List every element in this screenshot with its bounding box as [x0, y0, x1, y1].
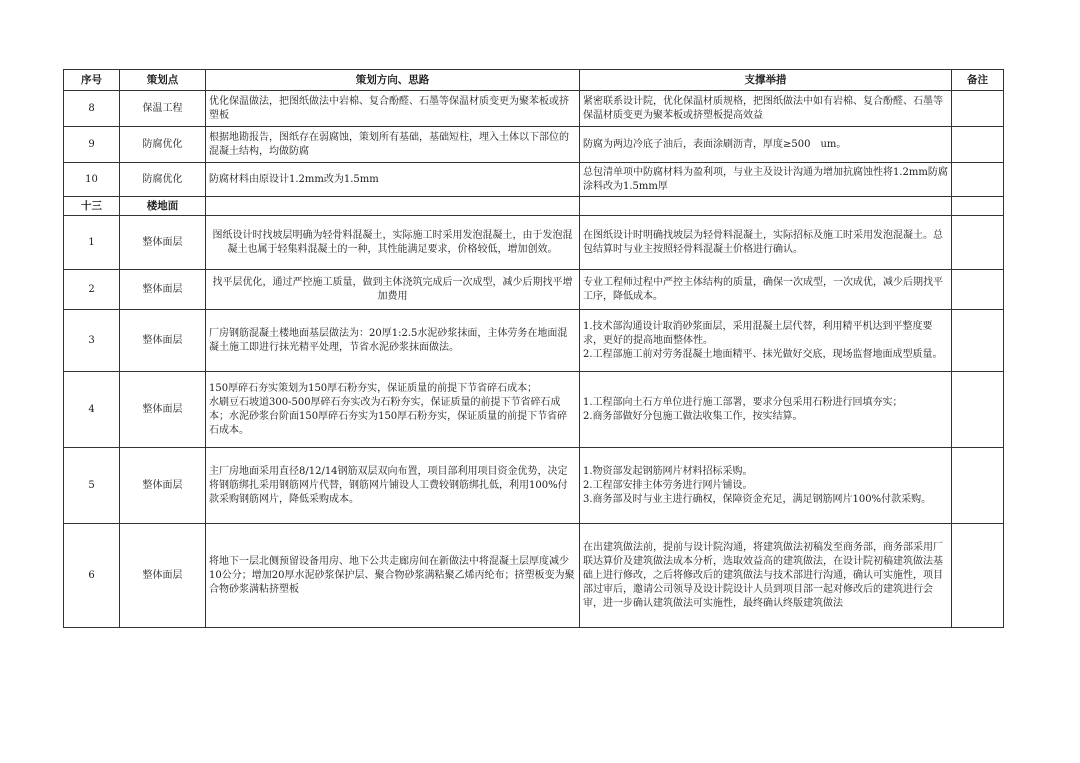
planning-table	[63, 69, 1004, 628]
table-row	[64, 163, 1004, 197]
table-row	[64, 216, 1004, 270]
table-row	[64, 524, 1004, 628]
row-measure: 在出建筑做法前，提前与设计院沟通，将建筑做法初稿发至商务部，商务部采用厂联达算价及建筑做法成本分析，选取效益高的建筑做法，在设计院初稿建筑做法基础上进行修改，之后将修改后的建筑做法与技术部进行沟通，确认可实施性，项目部过审后，邀请公司领导及设计院设计人员到项目部一起对修改后的建筑进行会审，进一步确认建筑做法可实施性，最终确认终版建筑做法	[580, 524, 952, 628]
row-point: 整体面层	[120, 524, 206, 628]
table-row	[64, 448, 1004, 524]
row-no: 6	[64, 524, 120, 628]
row-no: 8	[64, 91, 120, 127]
row-remark	[952, 524, 1004, 628]
row-direction: 将地下一层北侧预留设备用房、地下公共走廊房间在新做法中将混凝土层厚度减少10公分；增加20厚水泥砂浆保护层、聚合物砂浆满粘聚乙烯丙纶布；挤塑板变为聚合物砂浆满粘挤塑板	[206, 524, 580, 628]
row-remark	[952, 310, 1004, 372]
direction-line: 150厚碎石夯实策划为150厚石粉夯实，保证质量的前提下节省碎石成本；	[209, 382, 538, 394]
measure-line: 3.商务部及时与业主进行确权，保障资金充足，满足钢筋网片100%付款采购。	[583, 493, 932, 505]
row-direction: 根据地勘报告，图纸存在弱腐蚀，策划所有基础，基础短柱，埋入土体以下部位的混凝土结构，均做防腐	[206, 127, 580, 163]
row-measure: 在图纸设计时明确找坡层为轻骨料混凝土，实际招标及施工时采用发泡混凝土。总包结算时与业主按照轻骨料混凝土价格进行确认。	[580, 216, 952, 270]
row-measure: 总包清单项中防腐材料为盈利项，与业主及设计沟通为增加抗腐蚀性将1.2mm防腐涂料改为1.5mm厚	[580, 163, 952, 197]
row-remark	[952, 216, 1004, 270]
measure-line: 2.商务部做好分包施工做法收集工作，按实结算。	[583, 410, 803, 422]
measure-line: 2.工程部施工前对劳务混凝土地面精平、抹光做好交底，现场监督地面成型质量。	[583, 348, 943, 360]
row-no: 1	[64, 216, 120, 270]
row-point: 整体面层	[120, 448, 206, 524]
row-direction: 图纸设计时找坡层明确为轻骨料混凝土，实际施工时采用发泡混凝土，由于发泡混凝土也属于轻集料混凝土的一种，其性能满足要求，价格较低，增加创效。	[206, 216, 580, 270]
row-remark	[952, 270, 1004, 310]
row-no: 9	[64, 127, 120, 163]
row-no: 3	[64, 310, 120, 372]
row-remark	[952, 127, 1004, 163]
row-direction: 找平层优化，通过严控施工质量，做到主体浇筑完成后一次成型，减少后期找平增加费用	[206, 270, 580, 310]
row-no: 4	[64, 372, 120, 448]
row-point: 防腐优化	[120, 127, 206, 163]
row-no: 2	[64, 270, 120, 310]
row-measure: 防腐为两边冷底子油后，表面涂刷沥青，厚度≥500 um。	[580, 127, 952, 163]
row-remark	[952, 448, 1004, 524]
row-direction: 优化保温做法，把图纸做法中岩棉、复合酚醛、石墨等保温材质变更为聚苯板或挤塑板	[206, 91, 580, 127]
section-title: 楼地面	[120, 197, 206, 216]
row-point: 整体面层	[120, 216, 206, 270]
section-row	[64, 197, 1004, 216]
row-measure	[580, 372, 952, 448]
row-remark	[952, 163, 1004, 197]
row-measure	[580, 448, 952, 524]
row-point: 整体面层	[120, 270, 206, 310]
header-row	[64, 70, 1004, 91]
table-row	[64, 310, 1004, 372]
header-point: 策划点	[120, 70, 206, 91]
table-row	[64, 127, 1004, 163]
row-direction: 防腐材料由原设计1.2mm改为1.5mm	[206, 163, 580, 197]
header-remark: 备注	[952, 70, 1004, 91]
row-no: 5	[64, 448, 120, 524]
header-measure: 支撑举措	[580, 70, 952, 91]
row-no: 10	[64, 163, 120, 197]
row-point: 防腐优化	[120, 163, 206, 197]
measure-line: 1.技术部沟通设计取消砂浆面层，采用混凝土层代替，利用精平机达到平整度要求，更好的提高地面整体性。	[583, 320, 933, 346]
table-row	[64, 372, 1004, 448]
row-measure	[580, 310, 952, 372]
header-no: 序号	[64, 70, 120, 91]
table-row	[64, 270, 1004, 310]
row-remark	[952, 372, 1004, 448]
header-direction: 策划方向、思路	[206, 70, 580, 91]
row-measure: 专业工程师过程中严控主体结构的质量，确保一次成型，一次成优，减少后期找平工序，降低成本。	[580, 270, 952, 310]
measure-line: 1.物资部发起钢筋网片材料招标采购。	[583, 465, 753, 477]
table-row	[64, 91, 1004, 127]
row-direction: 主厂房地面采用直径8/12/14钢筋双层双向布置，项目部利用项目资金优势，决定将钢筋绑扎采用钢筋网片代替，钢筋网片铺设人工费较钢筋绑扎低，利用100%付款采购钢筋网片，降低采购成本。	[206, 448, 580, 524]
row-point: 整体面层	[120, 310, 206, 372]
row-point: 整体面层	[120, 372, 206, 448]
direction-line: 水刷豆石坡道300-500厚碎石夯实改为石粉夯实，保证质量的前提下节省碎石成本；水泥砂浆台阶面150厚碎石夯实为150厚石粉夯实，保证质量的前提下节省碎石成本。	[209, 396, 568, 436]
section-no: 十三	[64, 197, 120, 216]
measure-line: 2.工程部安排主体劳务进行网片铺设。	[583, 479, 753, 491]
row-measure: 紧密联系设计院，优化保温材质规格，把图纸做法中如有岩棉、复合酚醛、石墨等保温材质变更为聚苯板或挤塑板提高效益	[580, 91, 952, 127]
row-remark	[952, 91, 1004, 127]
row-direction	[206, 372, 580, 448]
row-point: 保温工程	[120, 91, 206, 127]
row-direction: 厂房钢筋混凝土楼地面基层做法为：20厚1:2.5水泥砂浆抹面，主体劳务在地面混凝土施工即进行抹光精平处理，节省水泥砂浆抹面做法。	[206, 310, 580, 372]
measure-line: 1.工程部向土石方单位进行施工部署，要求分包采用石粉进行回填夯实；	[583, 396, 903, 408]
